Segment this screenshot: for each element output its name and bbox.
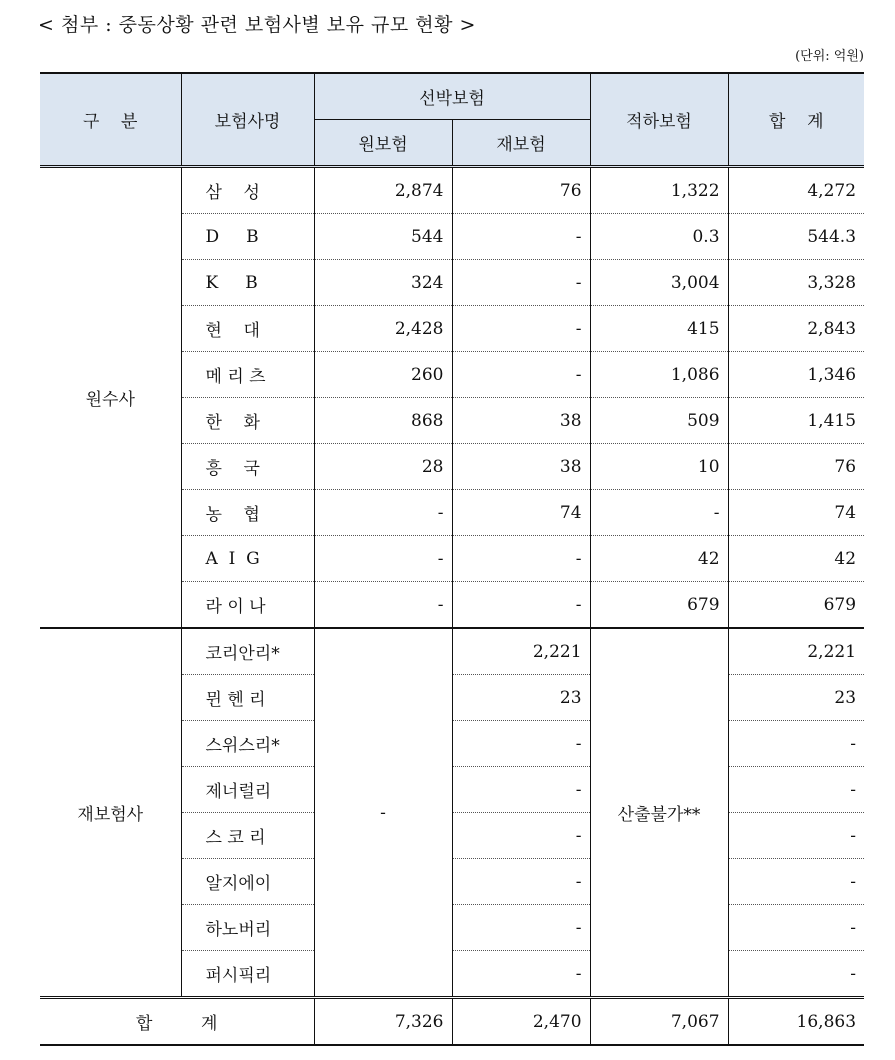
insurer-name-text: A I G bbox=[205, 548, 260, 569]
insurer-name-text: 한 화 bbox=[205, 413, 260, 433]
ship-original-value: 544 bbox=[314, 214, 452, 260]
row-total-value: 2,843 bbox=[728, 306, 864, 352]
insurer-name bbox=[181, 536, 314, 582]
ship-original-value: 28 bbox=[314, 444, 452, 490]
ship-original-value: - bbox=[314, 582, 452, 629]
row-total-value: 3,328 bbox=[728, 260, 864, 306]
row-total-value: 4,272 bbox=[728, 167, 864, 214]
cargo-value: 1,086 bbox=[590, 352, 728, 398]
header-ship-re: 재보험 bbox=[452, 120, 590, 167]
insurer-name bbox=[181, 167, 314, 214]
grand-total-original: 7,326 bbox=[314, 998, 452, 1046]
unit-label: (단위: 억원) bbox=[795, 49, 864, 64]
insurer-name-text: 알지에이 bbox=[205, 874, 272, 894]
row-total-value: 2,221 bbox=[728, 628, 864, 675]
insurer-name bbox=[181, 490, 314, 536]
insurer-name-text: 퍼시픽리 bbox=[205, 966, 272, 986]
grand-total-label bbox=[40, 998, 314, 1046]
insurer-name bbox=[181, 721, 314, 767]
row-total-value: - bbox=[728, 859, 864, 905]
cargo-value: 42 bbox=[590, 536, 728, 582]
insurer-name bbox=[181, 905, 314, 951]
ship-re-value: - bbox=[452, 306, 590, 352]
ship-original-value: 2,874 bbox=[314, 167, 452, 214]
group-label: 재보험사 bbox=[40, 628, 181, 998]
ship-re-value: - bbox=[452, 260, 590, 306]
ship-re-value: - bbox=[452, 813, 590, 859]
insurer-name-text: 농 협 bbox=[205, 505, 260, 525]
insurer-name bbox=[181, 444, 314, 490]
ship-re-value: 38 bbox=[452, 398, 590, 444]
grand-total-row bbox=[40, 998, 864, 1046]
row-total-value: 1,346 bbox=[728, 352, 864, 398]
insurer-name bbox=[181, 813, 314, 859]
insurer-name-text: 스 코 리 bbox=[205, 828, 266, 848]
ship-re-value: - bbox=[452, 951, 590, 998]
insurer-name-text: 흥 국 bbox=[205, 459, 260, 479]
cargo-merged: 산출불가** bbox=[590, 628, 728, 998]
ship-re-value: 76 bbox=[452, 167, 590, 214]
row-total-value: 42 bbox=[728, 536, 864, 582]
insurer-name bbox=[181, 398, 314, 444]
header-total bbox=[728, 73, 864, 167]
ship-original-value: - bbox=[314, 536, 452, 582]
header-insurer: 보험사명 bbox=[181, 73, 314, 167]
insurer-name bbox=[181, 352, 314, 398]
insurer-name-text: 현 대 bbox=[205, 321, 260, 341]
cargo-value: 415 bbox=[590, 306, 728, 352]
ship-re-value: - bbox=[452, 536, 590, 582]
row-total-value: - bbox=[728, 767, 864, 813]
header-ship-original: 원보험 bbox=[314, 120, 452, 167]
document-title: < 첨부 : 중동상황 관련 보험사별 보유 규모 현황 > bbox=[38, 14, 476, 36]
insurer-name-text: 뮌 헨 리 bbox=[205, 690, 266, 710]
cargo-value: 0.3 bbox=[590, 214, 728, 260]
grand-total-re: 2,470 bbox=[452, 998, 590, 1046]
cargo-value: 1,322 bbox=[590, 167, 728, 214]
ship-re-value: - bbox=[452, 767, 590, 813]
grand-total-cargo: 7,067 bbox=[590, 998, 728, 1046]
insurer-name bbox=[181, 628, 314, 675]
cargo-value: 679 bbox=[590, 582, 728, 629]
ship-re-value: 2,221 bbox=[452, 628, 590, 675]
ship-re-value: 38 bbox=[452, 444, 590, 490]
ship-re-value: - bbox=[452, 859, 590, 905]
row-total-value: 74 bbox=[728, 490, 864, 536]
insurer-name-text: D B bbox=[205, 226, 259, 247]
insurer-name bbox=[181, 675, 314, 721]
ship-re-value: - bbox=[452, 582, 590, 629]
table-row bbox=[40, 167, 864, 214]
insurer-name bbox=[181, 582, 314, 629]
ship-original-value: 2,428 bbox=[314, 306, 452, 352]
cargo-value: - bbox=[590, 490, 728, 536]
header-category bbox=[40, 73, 181, 167]
row-total-value: 1,415 bbox=[728, 398, 864, 444]
insurer-name-text: 삼 성 bbox=[205, 183, 260, 203]
insurer-name-text: K B bbox=[205, 272, 258, 293]
header-row-top bbox=[40, 73, 864, 120]
ship-original-value: 868 bbox=[314, 398, 452, 444]
insurer-name bbox=[181, 859, 314, 905]
insurer-holdings-table bbox=[40, 72, 864, 1046]
row-total-value: - bbox=[728, 905, 864, 951]
row-total-value: 544.3 bbox=[728, 214, 864, 260]
grand-total-total: 16,863 bbox=[728, 998, 864, 1046]
row-total-value: - bbox=[728, 721, 864, 767]
insurer-name bbox=[181, 767, 314, 813]
row-total-value: 23 bbox=[728, 675, 864, 721]
ship-original-merged: - bbox=[314, 628, 452, 998]
grand-total-label-text: 합 계 bbox=[136, 1014, 218, 1034]
table-row bbox=[40, 628, 864, 675]
row-total-value: - bbox=[728, 951, 864, 998]
header-category-text: 구 분 bbox=[83, 112, 138, 132]
insurer-name-text: 메 리 츠 bbox=[205, 367, 266, 387]
row-total-value: 76 bbox=[728, 444, 864, 490]
cargo-value: 3,004 bbox=[590, 260, 728, 306]
insurer-name-text: 라 이 나 bbox=[205, 597, 266, 617]
insurer-name bbox=[181, 306, 314, 352]
ship-original-value: 324 bbox=[314, 260, 452, 306]
ship-re-value: 23 bbox=[452, 675, 590, 721]
group-label: 원수사 bbox=[40, 167, 181, 629]
ship-re-value: - bbox=[452, 352, 590, 398]
insurer-name-text: 하노버리 bbox=[205, 920, 272, 940]
insurer-name-text: 코리안리* bbox=[205, 644, 280, 664]
ship-re-value: - bbox=[452, 905, 590, 951]
header-ship-insurance: 선박보험 bbox=[314, 73, 590, 120]
ship-original-value: - bbox=[314, 490, 452, 536]
cargo-value: 10 bbox=[590, 444, 728, 490]
insurer-name-text: 제너럴리 bbox=[205, 782, 272, 802]
row-total-value: 679 bbox=[728, 582, 864, 629]
row-total-value: - bbox=[728, 813, 864, 859]
ship-re-value: - bbox=[452, 214, 590, 260]
insurer-name-text: 스위스리* bbox=[205, 736, 280, 756]
ship-original-value: 260 bbox=[314, 352, 452, 398]
insurer-name bbox=[181, 214, 314, 260]
cargo-value: 509 bbox=[590, 398, 728, 444]
header-total-text: 합 계 bbox=[769, 112, 824, 132]
ship-re-value: 74 bbox=[452, 490, 590, 536]
header-cargo-insurance: 적하보험 bbox=[590, 73, 728, 167]
insurer-name bbox=[181, 260, 314, 306]
insurer-name bbox=[181, 951, 314, 998]
ship-re-value: - bbox=[452, 721, 590, 767]
